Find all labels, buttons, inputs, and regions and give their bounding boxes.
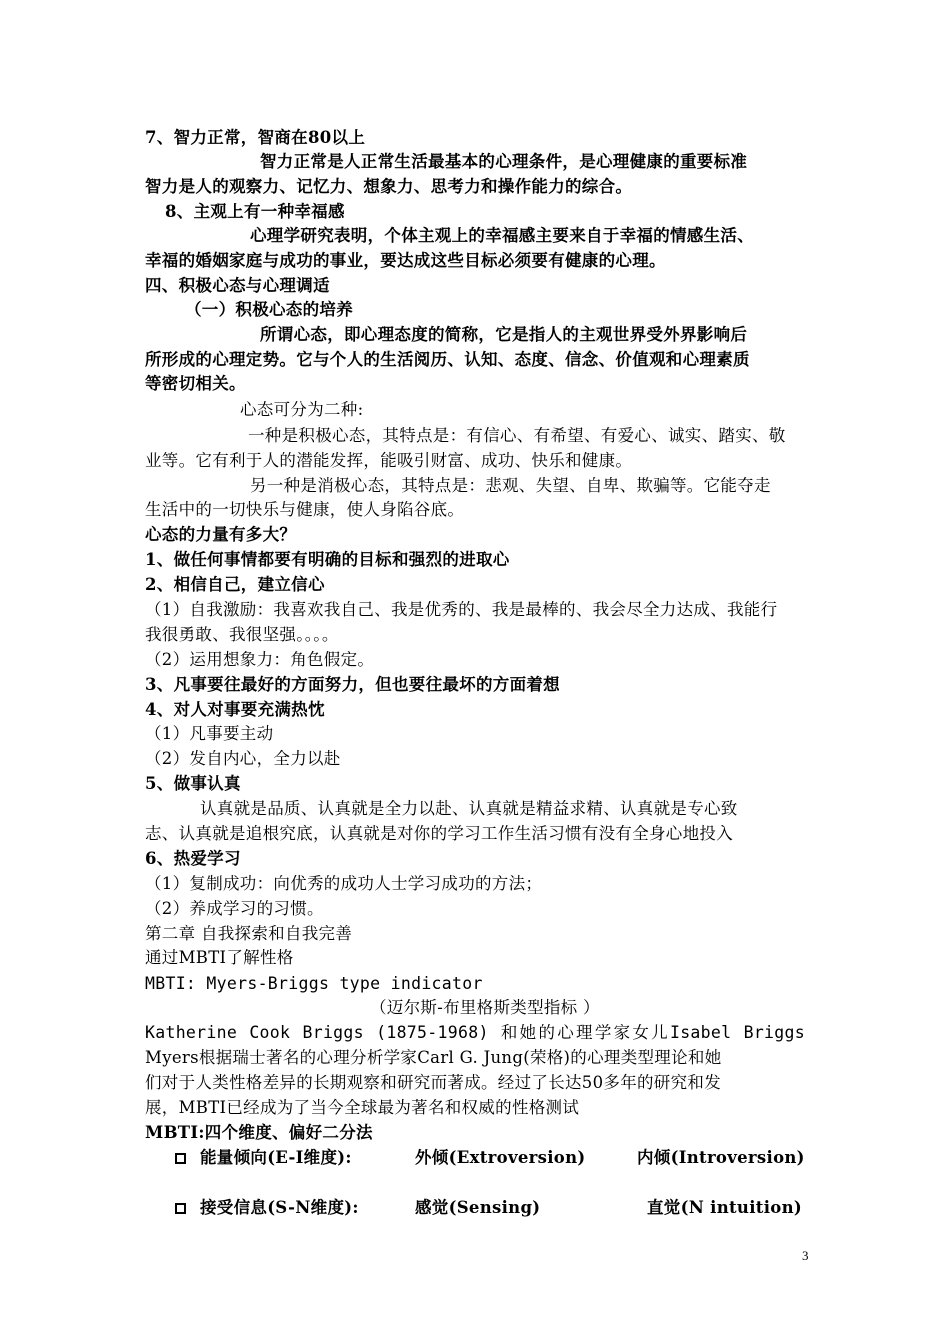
dimension-right: 直觉(N intuition) [647, 1198, 802, 1217]
paragraph-line: 心态可分为二种: [240, 400, 364, 419]
dimension-right: 内倾(Introversion) [637, 1148, 805, 1167]
dimension-row [175, 1146, 815, 1170]
paragraph-line: 认真就是品质、认真就是全力以赴、认真就是精益求精、认真就是专心致 [200, 799, 738, 818]
dimension-left: 感觉(Sensing) [415, 1198, 541, 1217]
subsection-heading: （一）积极心态的培养 [185, 300, 353, 319]
dimension-label: 接受信息(S-N维度): [200, 1198, 359, 1217]
checkbox-icon[interactable] [175, 1153, 186, 1164]
chapter-title: 第二章 自我探索和自我完善 [145, 924, 353, 943]
paragraph-line: MBTI: Myers-Briggs type indicator [145, 974, 483, 993]
paragraph-line: 心理学研究表明，个体主观上的幸福感主要来自于幸福的情感生活、 [250, 226, 754, 245]
list-item: （2）运用想象力：角色假定。 [145, 650, 375, 669]
list-item: （1）复制成功：向优秀的成功人士学习成功的方法； [145, 874, 543, 893]
paragraph-line: 业等。它有利于人的潜能发挥，能吸引财富、成功、快乐和健康。 [145, 451, 633, 470]
paragraph-line: 等密切相关。 [145, 374, 246, 393]
heading-8: 8、主观上有一种幸福感 [165, 202, 345, 221]
paragraph-line: 智力是人的观察力、记忆力、想象力、思考力和操作能力的综合。 [145, 177, 633, 196]
paragraph-line: 展，MBTI已经成为了当今全球最为著名和权威的性格测试 [145, 1098, 580, 1117]
dimension-label: 能量倾向(E-I维度): [200, 1148, 352, 1167]
list-item-heading: 2、相信自己，建立信心 [145, 575, 325, 594]
paragraph-line: 智力正常是人正常生活最基本的心理条件，是心理健康的重要标准 [260, 152, 748, 171]
paragraph-line: 通过MBTI了解性格 [145, 948, 294, 967]
paragraph-line: 幸福的婚姻家庭与成功的事业，要达成这些目标必须要有健康的心理。 [145, 251, 666, 270]
paragraph-line: （迈尔斯-布里格斯类型指标 ） [370, 998, 600, 1017]
paragraph-line: 所谓心态，即心理态度的简称，它是指人的主观世界受外界影响后 [260, 325, 748, 344]
list-item-heading: 6、热爱学习 [145, 849, 241, 868]
list-item: （2）养成学习的习惯。 [145, 899, 324, 918]
list-item-heading: 5、做事认真 [145, 774, 241, 793]
heading: MBTI:四个维度、偏好二分法 [145, 1123, 373, 1142]
paragraph-line: 所形成的心理定势。它与个人的生活阅历、认知、态度、信念、价值观和心理素质 [145, 350, 750, 369]
list-item-heading: 4、对人对事要充满热忱 [145, 700, 325, 719]
list-item: （1）凡事要主动 [145, 724, 274, 743]
paragraph-line: Katherine Cook Briggs (1875-1968) 和她的心理学家女儿Isabel Briggs [145, 1023, 805, 1042]
paragraph-line: 另一种是消极心态，其特点是：悲观、失望、自卑、欺骗等。它能夺走 [250, 476, 771, 495]
list-item-heading: 1、做任何事情都要有明确的目标和强烈的进取心 [145, 550, 510, 569]
paragraph-line: 一种是积极心态，其特点是：有信心、有希望、有爱心、诚实、踏实、敬 [248, 426, 786, 445]
section-heading: 四、积极心态与心理调适 [145, 276, 330, 295]
heading: 心态的力量有多大？ [145, 525, 297, 544]
heading-7: 7、智力正常，智商在80以上 [145, 128, 366, 147]
paragraph-line: 志、认真就是追根究底，认真就是对你的学习工作生活习惯有没有全身心地投入 [145, 824, 733, 843]
list-item: （2）发自内心，全力以赴 [145, 749, 341, 768]
page-number: 3 [802, 1248, 809, 1263]
list-item-heading: 3、凡事要往最好的方面努力，但也要往最坏的方面着想 [145, 675, 560, 694]
dimension-left: 外倾(Extroversion) [415, 1148, 586, 1167]
checkbox-icon[interactable] [175, 1203, 186, 1214]
paragraph-line: 们对于人类性格差异的长期观察和研究而著成。经过了长达50多年的研究和发 [145, 1073, 721, 1092]
paragraph-line: 生活中的一切快乐与健康，使人身陷谷底。 [145, 500, 465, 519]
paragraph-line: Myers根据瑞士著名的心理分析学家Carl G. Jung(荣格)的心理类型理论和她 [145, 1048, 722, 1067]
list-item: 我很勇敢、我很坚强。。。。 [145, 625, 339, 644]
dimension-row [175, 1196, 815, 1220]
list-item: （1）自我激励：我喜欢我自己、我是优秀的、我是最棒的、我会尽全力达成、我能行 [145, 600, 778, 619]
